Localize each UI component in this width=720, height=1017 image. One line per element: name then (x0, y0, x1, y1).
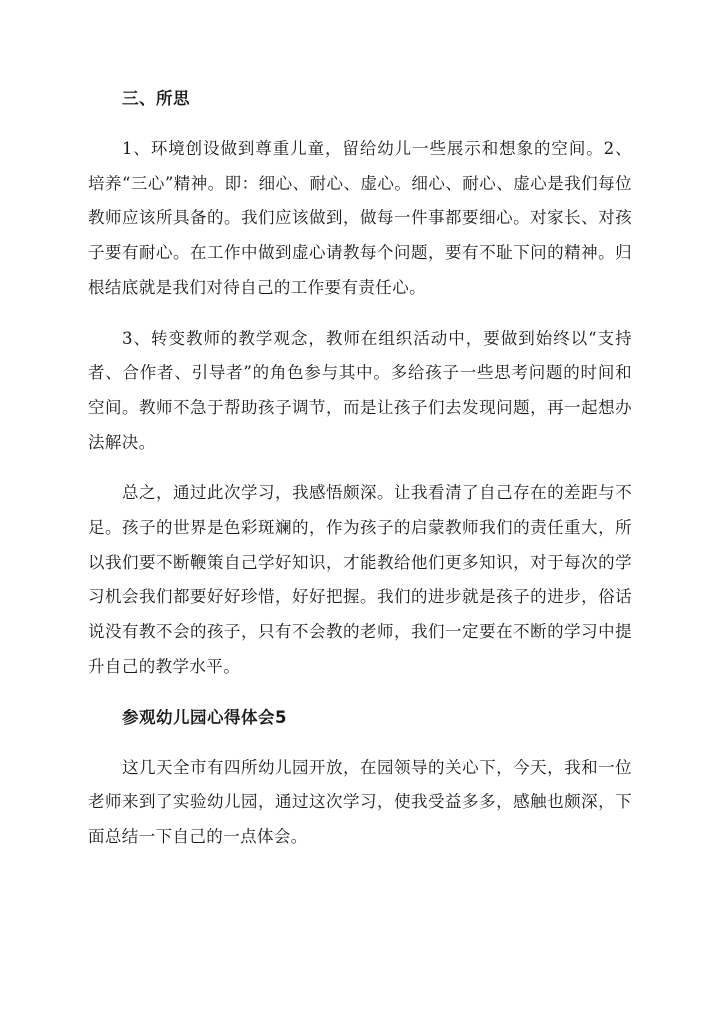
article-title: 参观幼儿园心得体会5 (122, 707, 287, 727)
article-paragraph-1: 这几天全市有四所幼儿园开放，在园领导的关心下，今天，我和一位老师来到了实验幼儿园，通过这次学习，使我受益多多，感触也颇深，下面总结一下自己的一点体会。 (88, 757, 632, 846)
paragraph-3: 总之，通过此次学习，我感悟颇深。让我看清了自己存在的差距与不足。孩子的世界是色彩斑斓的，作为孩子的启蒙教师我们的责任重大，所以我们要不断鞭策自己学好知识，才能教给他们更多知识，对于每次的学习机会我们都要好好珍惜，好好把握。我们的进步就是孩子的进步，俗话说没有教不会的孩子，只有不会教的老师，我们一定要在不断的学习中提升自己的教学水平。 (88, 483, 632, 676)
paragraph-2: 3、转变教师的教学观念，教师在组织活动中，要做到始终以“支持者、合作者、引导者”的角色参与其中。多给孩子一些思考问题的时间和空间。教师不急于帮助孩子调节，而是让孩子们去发现问题，再一起想办法解决。 (88, 328, 632, 452)
section-title: 三、所思 (122, 89, 190, 108)
paragraph-1: 1、环境创设做到尊重儿童，留给幼儿一些展示和想象的空间。2、培养“三心”精神。即：细心、耐心、虚心。细心、耐心、虚心是我们每位教师应该所具备的。我们应该做到，做每一件事都要细心。对家长、对孩子要有耐心。在工作中做到虚心请教每个问题，要有不耻下问的精神。归根结底就是我们对待自己的工作要有责任心。 (88, 139, 632, 297)
